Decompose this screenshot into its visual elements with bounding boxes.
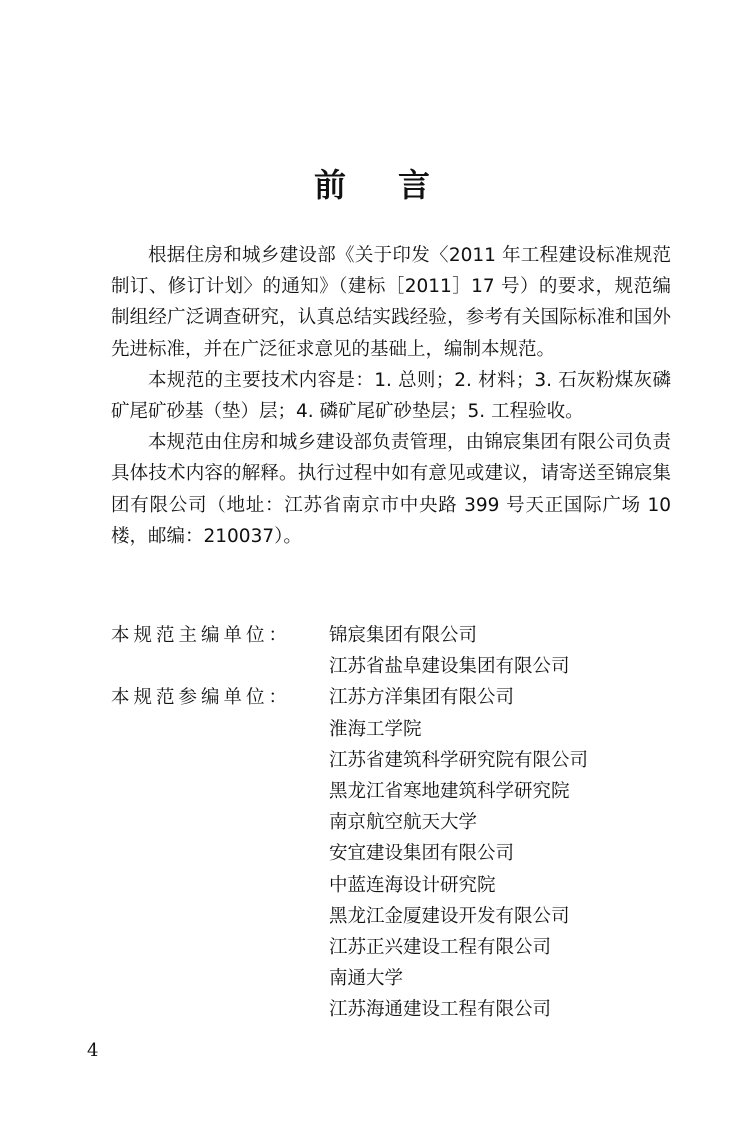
chief-units-list bbox=[329, 620, 570, 682]
title-char-2: 言 bbox=[398, 166, 431, 204]
list-item: 淮海工学院 bbox=[329, 718, 422, 740]
list-item: 南通大学 bbox=[329, 968, 404, 990]
paragraph-management: 本规范由住房和城乡建设部负责管理，由锦宸集团有限公司负责具体技术内容的解释。执行过程中如有意见或建议，请寄送至锦宸集团有限公司（地址：江苏省南京市中央路 399 号天正国际广场 10 楼，邮编：210037）。 bbox=[111, 432, 671, 547]
title-char-1: 前 bbox=[313, 166, 346, 204]
list-item: 江苏正兴建设工程有限公司 bbox=[329, 937, 552, 959]
list-item: 江苏省建筑科学研究院有限公司 bbox=[329, 749, 589, 771]
chief-editing-units bbox=[111, 620, 691, 682]
list-item: 江苏海通建设工程有限公司 bbox=[329, 999, 552, 1021]
participating-units-label: 本规范参编单位： bbox=[111, 687, 292, 709]
page-title bbox=[0, 160, 744, 206]
list-item: 安宜建设集团有限公司 bbox=[329, 843, 515, 865]
list-item: 江苏方洋集团有限公司 bbox=[329, 687, 515, 709]
list-item: 南京航空航天大学 bbox=[329, 812, 478, 834]
list-item: 锦宸集团有限公司 bbox=[329, 625, 478, 646]
list-item: 黑龙江金厦建设开发有限公司 bbox=[329, 905, 570, 927]
preface-body bbox=[111, 240, 671, 552]
page-number: 4 bbox=[87, 1040, 99, 1061]
list-item: 中蓝连海设计研究院 bbox=[329, 874, 496, 896]
editing-units bbox=[111, 620, 691, 1026]
participating-units bbox=[111, 682, 691, 1025]
list-item: 黑龙江省寒地建筑科学研究院 bbox=[329, 781, 570, 803]
list-item: 江苏省盐阜建设集团有限公司 bbox=[329, 656, 570, 678]
paragraph-technical-contents: 本规范的主要技术内容是：1. 总则；2. 材料；3. 石灰粉煤灰磷矿尾矿砂基（垫）层；4. 磷矿尾矿砂垫层；5. 工程验收。 bbox=[111, 369, 671, 423]
participating-units-list bbox=[329, 682, 588, 1025]
paragraph-basis: 根据住房和城乡建设部《关于印发〈2011 年工程建设标准规范制订、修订计划〉的通知》（建标［2011］17 号）的要求，规范编制组经广泛调查研究，认真总结实践经验，参考有关国际标准和国外先进标准，并在广泛征求意见的基础上，编制本规范。 bbox=[111, 245, 671, 360]
chief-units-label: 本规范主编单位： bbox=[111, 625, 292, 646]
